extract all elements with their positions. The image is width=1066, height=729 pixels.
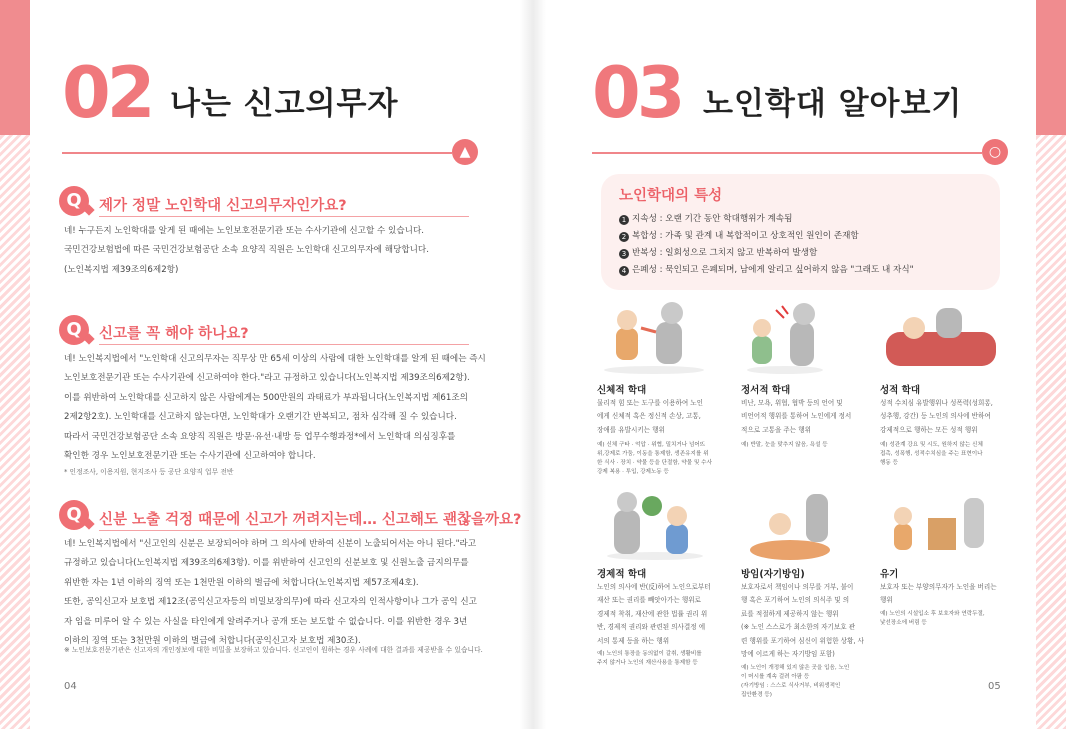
section-number: 03 [592,52,682,134]
question-title: 제가 정말 노인학대 신고의무자인가요? [99,198,347,214]
sexual-abuse-illustration [876,298,1001,374]
q-badge: Q [59,315,89,345]
card-description: 보호자로서 책임이나 의무를 거부, 불이 행 혹은 포기하여 노인의 의식주 및 의 료를 적절하게 제공하지 않는 행위 (※ 노인 스스로가 최소한의 자기보호 관 련 행위를 포기하여 심신이 위험한 상황, 사 망에 이르게 하는 자기방임 포함) [741,583,864,659]
card-title: 방임(자기방임) [741,569,805,580]
search-icon: ○ [982,139,1008,165]
emotional-abuse-illustration [740,298,830,374]
question-title: 신고를 꼭 해야 하나요? [99,326,249,342]
feature-item: 2 복합성 : 가족 및 관계 내 복합적이고 상호적인 원인이 존재함 [619,229,859,242]
answer-paragraph: 네! 노인복지법에서 "신고인의 신분은 보장되어야 하며 그 의사에 반하여 신분이 노출되어서는 아니 된다."라고 규정하고 있습니다(노인복지법 제39조의6제3항). 이를 위반하여 신고인의 신분보호 및 신원노출 금지의무를 위반한 자는 1년 이하의 징역 또는 1천만원 이하의 벌금에 처합니다(노인복지법 제57조제4호). 또한, 공익신고자 보호법 제12조(공익신고자등의 비밀보장의무)에 따라 신고자의 인적사항이나 그가 공익 신고 자 임을 미루어 알 수 있는 사실을 타인에게 알려주거나 공개 또는 보도할 수 없습니다. 이를 위반한 경우 3년 이하의 징역 또는 3천만원 이하의 벌금에 처합니다(공익신고자 보호법 제30조). [64,539,477,647]
siren-icon: ▲ [452,139,478,165]
card-description: 물리적 힘 또는 도구를 이용하여 노인 에게 신체적 혹은 정신적 손상, 고통, 장애를 유발시키는 행위 [597,399,704,434]
section-title: 노인학대 알아보기 [703,86,963,122]
card-title: 정서적 학대 [741,385,791,396]
answer-paragraph: 네! 노인복지법에서 "노인학대 신고의무자는 직무상 만 65세 이상의 사람에 대한 노인학대를 알게 된 때에는 즉시 노인보호전문기관 또는 수사기관에 신고하여야 한다."라고 규정하고 있습니다(노인복지법 제39조의6제2항). 이를 위반하여 노인학대를 신고하지 않은 사람에게는 500만원의 과태료가 부과됩니다(노인복지법 제61조의 2제2항2호). 노인학대를 신고하지 않는다면, 노인학대가 오랜기간 반복되고, 점차 심각해 질 수 있습니다. 따라서 국민건강보험공단 소속 요양직 직원은 방문·유선·내방 등 업무수행과정*에서 노인학대 의심징후를 확인한 경우 노인보호전문기관 또는 수사기관에 신고하여야 합니다. [64,354,486,462]
abandonment-illustration [880,488,990,560]
card-example: 예) 성관계 강요 및 시도, 원하지 않는 신체 접촉, 성폭행, 성적수치심을 주는 표현이나 행동 등 [880,442,983,466]
left-band-block [0,0,30,135]
feature-item: 3 반복성 : 일회성으로 그치지 않고 반복하여 발생함 [619,246,817,259]
card-description: 보호자 또는 부양의무자가 노인을 버리는 행위 [880,583,997,605]
card-example: 예) 반말, 눈을 맞추지 않음, 욕설 등 [741,442,828,448]
card-example: 예) 신체 구타 · 억압 · 위협, 밀치거나 넘어뜨 위,강제로 가둠, 이동을 통제함, 생존유지를 위 한 식사 · 장치 · 약물 등을 단절함, 약물 및 수사 강제 복용 · 투입, 강제노동 등 [597,442,712,475]
question-underline [99,216,469,217]
question-title: 신분 노출 걱정 때문에 신고가 꺼려지는데… 신고해도 괜찮을까요? [99,512,522,528]
section-rule [592,152,982,154]
card-title: 유기 [880,569,899,580]
question-underline [99,344,469,345]
card-title: 신체적 학대 [597,385,647,396]
card-example: 예) 노인이 개정해 있지 않은 곳을 입음, 노인 이 머시를 계속 걸려 아팜 등 (자기방임 : 스스로 식사거부, 비위생적인 집안환경 등) [741,665,850,698]
card-title: 경제적 학대 [597,569,647,580]
section-rule [62,152,452,154]
section-title: 나는 신고의무자 [170,86,399,122]
card-example: 예) 노인의 통장을 동의없이 갈취, 생활비를 주지 않거나 노인의 재산사용을 통제함 등 [597,651,702,666]
footnote: * 인정조사, 이용지원, 현지조사 등 공단 요양직 업무 전반 [64,468,234,476]
page-number: 05 [988,681,1001,692]
answer-paragraph: 네! 누구든지 노인학대를 알게 된 때에는 노인보호전문기관 또는 수사기관에 신고할 수 있습니다. 국민건강보험법에 따른 국민건강보험공단 소속 요양직 직원은 노인학대 신고의무자에 해당합니다. (노인복지법 제39조의6제2항) [64,226,429,275]
card-description: 성적 수치심 유발행위나 성폭력(성희롱, 성추행, 강간) 등 노인의 의사에 반하여 강제적으로 행하는 모든 성적 행위 [880,399,993,434]
page-number: 04 [64,681,77,692]
section-number: 02 [62,52,152,134]
right-band-block [1036,0,1066,135]
q-badge: Q [59,500,89,530]
feature-item: 1 지속성 : 오랜 기간 동안 학대행위가 계속됨 [619,212,792,225]
feature-item: 4 은폐성 : 묵인되고 은폐되며, 남에게 알리고 싶어하지 않음 "그래도 내 자식" [619,263,914,276]
card-example: 예) 노인의 시설입소 후 보호자와 연락두절, 낯선장소에 버림 등 [880,611,985,626]
physical-abuse-illustration [596,298,711,374]
q-badge: Q [59,186,89,216]
neglect-illustration [740,488,840,560]
card-description: 노인의 의사에 반(反)하여 노인으로부터 재산 또는 권리를 빼앗아가는 행위로 경제적 착취, 재산에 관한 법률 권리 위 반, 경제적 권리와 관련된 의사결정 에 서의 통제 등을 하는 행위 [597,583,711,645]
card-title: 성적 학대 [880,385,921,396]
card-description: 비난, 모욕, 위협, 협박 등의 언어 및 비언어적 행위를 통하여 노인에게 정서 적으로 고통을 주는 행위 [741,399,852,434]
financial-abuse-illustration [600,488,710,560]
footnote: ※ 노인보호전문기관은 신고자의 개인정보에 대한 비밀을 보장하고 있습니다. 신고인이 원하는 경우 사례에 대한 결과를 제공받을 수 있습니다. [64,646,483,654]
question-underline [99,530,469,531]
feature-title: 노인학대의 특성 [619,188,723,204]
page-spine [520,0,546,729]
